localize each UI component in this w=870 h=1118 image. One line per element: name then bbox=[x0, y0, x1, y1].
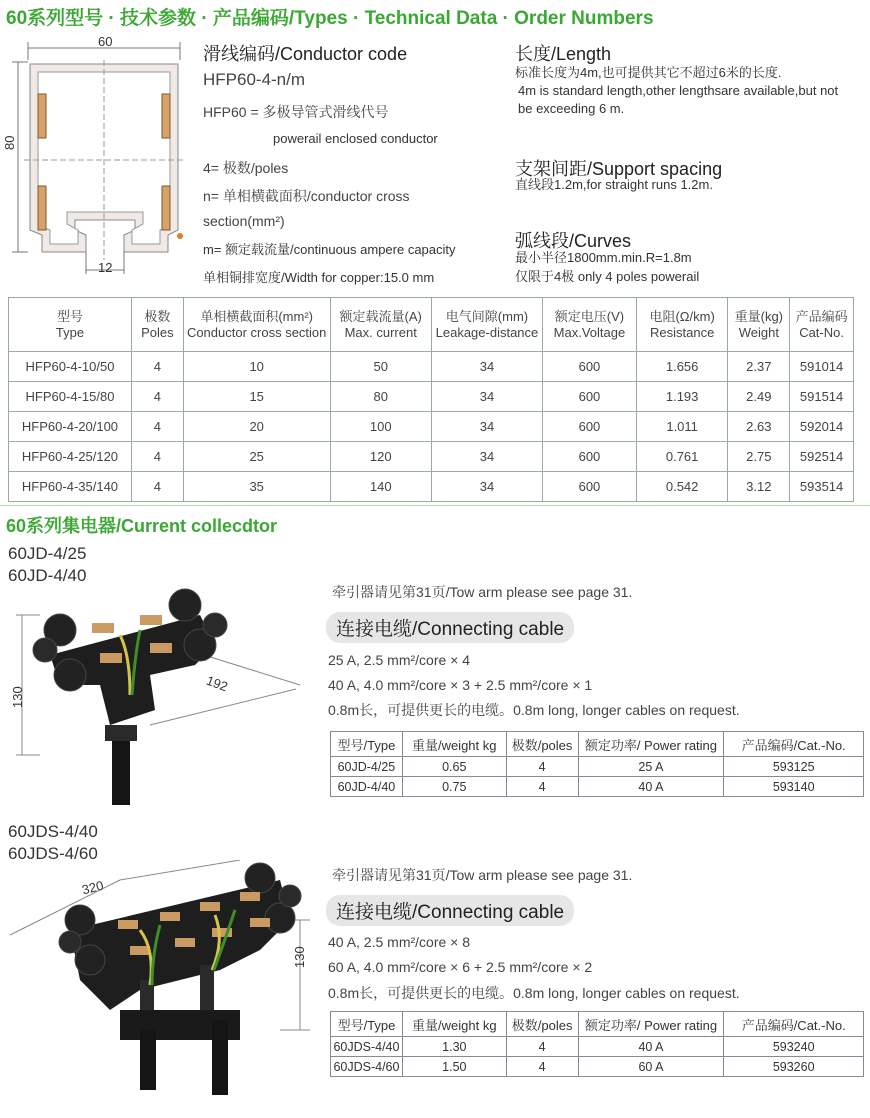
collector1-cable-2: 40 A, 4.0 mm²/core × 3 + 2.5 mm²/core × 1 bbox=[328, 677, 593, 693]
section-divider bbox=[0, 505, 870, 506]
length-line-3: be exceeding 6 m. bbox=[518, 101, 625, 116]
page-title: 60系列型号 · 技术参数 · 产品编码/Types · Technical Data · Order Numbers bbox=[6, 8, 654, 29]
header-weight: 重量/weight kg bbox=[402, 1012, 506, 1037]
collector2-dim-w: 320 bbox=[80, 877, 106, 898]
header-leakage bbox=[431, 298, 542, 352]
cell-cross-section: 10 bbox=[183, 352, 330, 382]
profile-height-label: 80 bbox=[2, 135, 17, 150]
collector2-model-b: 60JDS-4/60 bbox=[8, 844, 98, 863]
cell-weight: 2.63 bbox=[728, 412, 790, 442]
cell-current: 120 bbox=[330, 442, 431, 472]
cell-type: HFP60-4-25/120 bbox=[9, 442, 132, 472]
table-row bbox=[9, 472, 854, 502]
conductor-code-value: HFP60-4-n/m bbox=[203, 70, 306, 89]
cell-power: 40 A bbox=[578, 1037, 724, 1057]
cell-voltage: 600 bbox=[543, 352, 637, 382]
cell-current: 50 bbox=[330, 352, 431, 382]
header-resistance-en: Resistance bbox=[649, 324, 715, 340]
conductor-profile-drawing bbox=[0, 30, 200, 280]
header-power: 额定功率/ Power rating bbox=[578, 732, 724, 757]
cell-poles: 4 bbox=[506, 777, 578, 797]
table-row bbox=[331, 777, 864, 797]
length-heading: 长度/Length bbox=[515, 44, 612, 64]
cell-poles: 4 bbox=[131, 472, 183, 502]
collector2-table-header bbox=[331, 1012, 864, 1037]
length-line-1: 标准长度为4m,也可提供其它不超过6米的长度. bbox=[515, 65, 782, 80]
header-voltage-cn: 额定电压(V) bbox=[554, 308, 625, 324]
cell-weight: 3.12 bbox=[728, 472, 790, 502]
header-resistance bbox=[636, 298, 728, 352]
cell-type: HFP60-4-35/140 bbox=[9, 472, 132, 502]
header-leakage-cn: 电气间隙(mm) bbox=[445, 308, 529, 324]
header-current-cn: 额定载流量(A) bbox=[339, 308, 422, 324]
cell-cat-no: 593260 bbox=[724, 1057, 864, 1077]
table-row bbox=[9, 442, 854, 472]
profile-width-label: 60 bbox=[98, 34, 113, 49]
cell-resistance: 0.542 bbox=[636, 472, 728, 502]
conductor-line-2: powerail enclosed conductor bbox=[273, 131, 438, 146]
header-poles-en: Poles bbox=[141, 324, 174, 340]
cell-cat-no: 592514 bbox=[790, 442, 854, 472]
collector1-cable-1: 25 A, 2.5 mm²/core × 4 bbox=[328, 652, 471, 668]
table-row bbox=[9, 412, 854, 442]
header-resistance-cn: 电阻(Ω/km) bbox=[649, 308, 715, 324]
header-cat-no-en: Cat-No. bbox=[799, 324, 844, 340]
table-row bbox=[9, 352, 854, 382]
cell-current: 140 bbox=[330, 472, 431, 502]
cell-poles: 4 bbox=[506, 757, 578, 777]
cell-power: 60 A bbox=[578, 1057, 724, 1077]
collector2-tow-note: 牵引器请见第31页/Tow arm please see page 31. bbox=[332, 867, 633, 883]
cell-weight: 0.65 bbox=[402, 757, 506, 777]
header-weight: 重量/weight kg bbox=[402, 732, 506, 757]
header-cat-no bbox=[790, 298, 854, 352]
table-row bbox=[9, 382, 854, 412]
header-type-en: Type bbox=[55, 324, 85, 340]
cell-cross-section: 15 bbox=[183, 382, 330, 412]
conductor-line-4: n= 单相横截面积/conductor cross bbox=[203, 188, 410, 204]
cell-type: 60JD-4/40 bbox=[331, 777, 403, 797]
collector2-cable-2: 60 A, 4.0 mm²/core × 6 + 2.5 mm²/core × 2 bbox=[328, 959, 593, 975]
cell-resistance: 1.193 bbox=[636, 382, 728, 412]
cell-poles: 4 bbox=[131, 412, 183, 442]
profile-slot-label: 12 bbox=[98, 260, 113, 275]
header-cross-section-en: Conductor cross section bbox=[186, 324, 327, 340]
cell-type: 60JDS-4/40 bbox=[331, 1037, 403, 1057]
collector1-model-a: 60JD-4/25 bbox=[8, 544, 87, 563]
cell-leakage: 34 bbox=[431, 412, 542, 442]
cell-type: HFP60-4-10/50 bbox=[9, 352, 132, 382]
cell-voltage: 600 bbox=[543, 382, 637, 412]
cell-weight: 1.50 bbox=[402, 1057, 506, 1077]
curves-line-1: 最小半径1800mm.min.R=1.8m bbox=[515, 250, 692, 265]
header-type: 型号/Type bbox=[331, 1012, 403, 1037]
cell-type: HFP60-4-20/100 bbox=[9, 412, 132, 442]
collector2-cable-1: 40 A, 2.5 mm²/core × 8 bbox=[328, 934, 471, 950]
header-poles: 极数/poles bbox=[506, 732, 578, 757]
spec-table-header-row bbox=[9, 298, 854, 352]
cell-leakage: 34 bbox=[431, 382, 542, 412]
header-leakage-en: Leakage-distance bbox=[435, 324, 539, 340]
cell-voltage: 600 bbox=[543, 472, 637, 502]
cell-current: 80 bbox=[330, 382, 431, 412]
collector1-model-b: 60JD-4/40 bbox=[8, 566, 87, 585]
conductor-line-5: section(mm²) bbox=[203, 213, 285, 229]
header-poles: 极数/poles bbox=[506, 1012, 578, 1037]
header-cross-section bbox=[183, 298, 330, 352]
cell-resistance: 0.761 bbox=[636, 442, 728, 472]
cell-cross-section: 25 bbox=[183, 442, 330, 472]
header-type-cn: 型号 bbox=[56, 308, 83, 324]
header-weight bbox=[728, 298, 790, 352]
header-current bbox=[330, 298, 431, 352]
collector2-model-a: 60JDS-4/40 bbox=[8, 822, 98, 841]
collector1-dim-w: 192 bbox=[204, 672, 230, 695]
cell-type: HFP60-4-15/80 bbox=[9, 382, 132, 412]
cell-cat-no: 593140 bbox=[724, 777, 864, 797]
cell-voltage: 600 bbox=[543, 442, 637, 472]
collector1-cable-3: 0.8m长，可提供更长的电缆。0.8m long, longer cables on request. bbox=[328, 702, 740, 718]
collector2-table bbox=[330, 1011, 864, 1077]
header-voltage bbox=[543, 298, 637, 352]
cell-cat-no: 591514 bbox=[790, 382, 854, 412]
cell-weight: 0.75 bbox=[402, 777, 506, 797]
conductor-line-6: m= 额定载流量/continuous ampere capacity bbox=[203, 242, 456, 257]
header-cross-section-cn: 单相横截面积(mm²) bbox=[200, 308, 313, 324]
conductor-code-heading: 滑线编码/Conductor code bbox=[203, 44, 408, 64]
cell-weight: 1.30 bbox=[402, 1037, 506, 1057]
cell-cat-no: 593514 bbox=[790, 472, 854, 502]
header-weight-cn: 重量(kg) bbox=[734, 308, 784, 324]
header-current-en: Max. current bbox=[344, 324, 417, 340]
cell-cat-no: 591014 bbox=[790, 352, 854, 382]
cell-leakage: 34 bbox=[431, 442, 542, 472]
cell-cat-no: 592014 bbox=[790, 412, 854, 442]
collector1-table bbox=[330, 731, 864, 797]
cell-cross-section: 35 bbox=[183, 472, 330, 502]
length-line-2: 4m is standard length,other lengthsare available,but not bbox=[518, 83, 839, 98]
header-cat-no: 产品编码/Cat.-No. bbox=[724, 1012, 864, 1037]
curves-heading: 弧线段/Curves bbox=[515, 231, 632, 251]
header-weight-en: Weight bbox=[738, 324, 779, 340]
collector1-dim-h: 130 bbox=[10, 686, 25, 708]
collector2-drawing bbox=[0, 860, 330, 1110]
cell-poles: 4 bbox=[131, 352, 183, 382]
collector1-drawing bbox=[0, 575, 320, 815]
table-row bbox=[331, 1057, 864, 1077]
header-cat-no: 产品编码/Cat.-No. bbox=[724, 732, 864, 757]
collector1-table-header bbox=[331, 732, 864, 757]
cell-poles: 4 bbox=[131, 442, 183, 472]
cell-weight: 2.75 bbox=[728, 442, 790, 472]
header-poles bbox=[131, 298, 183, 352]
cell-poles: 4 bbox=[131, 382, 183, 412]
collector1-cable-heading: 连接电缆/Connecting cable bbox=[326, 612, 574, 643]
collector2-cable-heading: 连接电缆/Connecting cable bbox=[326, 895, 574, 926]
cell-type: 60JDS-4/60 bbox=[331, 1057, 403, 1077]
cell-leakage: 34 bbox=[431, 472, 542, 502]
collector2-dim-h: 130 bbox=[292, 946, 307, 968]
cell-poles: 4 bbox=[506, 1057, 578, 1077]
cell-cat-no: 593125 bbox=[724, 757, 864, 777]
cell-resistance: 1.656 bbox=[636, 352, 728, 382]
header-power: 额定功率/ Power rating bbox=[578, 1012, 724, 1037]
header-poles-cn: 极数 bbox=[144, 308, 171, 324]
table-row bbox=[331, 1037, 864, 1057]
collector-section-title: 60系列集电器/Current collecdtor bbox=[6, 516, 278, 536]
cell-current: 100 bbox=[330, 412, 431, 442]
header-type bbox=[9, 298, 132, 352]
conductor-line-7: 单相铜排宽度/Width for copper:15.0 mm bbox=[203, 270, 435, 285]
curves-line-2: 仅限于4极 only 4 poles powerail bbox=[515, 269, 700, 284]
header-cat-no-cn: 产品编码 bbox=[795, 308, 848, 324]
conductor-line-1: HFP60 = 多极导管式滑线代号 bbox=[203, 104, 389, 120]
cell-cross-section: 20 bbox=[183, 412, 330, 442]
cell-leakage: 34 bbox=[431, 352, 542, 382]
cell-resistance: 1.011 bbox=[636, 412, 728, 442]
support-heading: 支架间距/Support spacing bbox=[515, 159, 723, 179]
header-type: 型号/Type bbox=[331, 732, 403, 757]
cell-type: 60JD-4/25 bbox=[331, 757, 403, 777]
cell-voltage: 600 bbox=[543, 412, 637, 442]
collector1-tow-note: 牵引器请见第31页/Tow arm please see page 31. bbox=[332, 584, 633, 600]
support-line-1: 直线段1.2m,for straight runs 1.2m. bbox=[515, 177, 713, 192]
header-voltage-en: Max.Voltage bbox=[553, 324, 626, 340]
table-row bbox=[331, 757, 864, 777]
cell-weight: 2.49 bbox=[728, 382, 790, 412]
conductor-spec-table bbox=[8, 297, 854, 502]
cell-weight: 2.37 bbox=[728, 352, 790, 382]
conductor-line-3: 4= 极数/poles bbox=[203, 160, 289, 176]
cell-cat-no: 593240 bbox=[724, 1037, 864, 1057]
cell-power: 40 A bbox=[578, 777, 724, 797]
collector2-cable-3: 0.8m长，可提供更长的电缆。0.8m long, longer cables on request. bbox=[328, 985, 740, 1001]
cell-poles: 4 bbox=[506, 1037, 578, 1057]
cell-power: 25 A bbox=[578, 757, 724, 777]
